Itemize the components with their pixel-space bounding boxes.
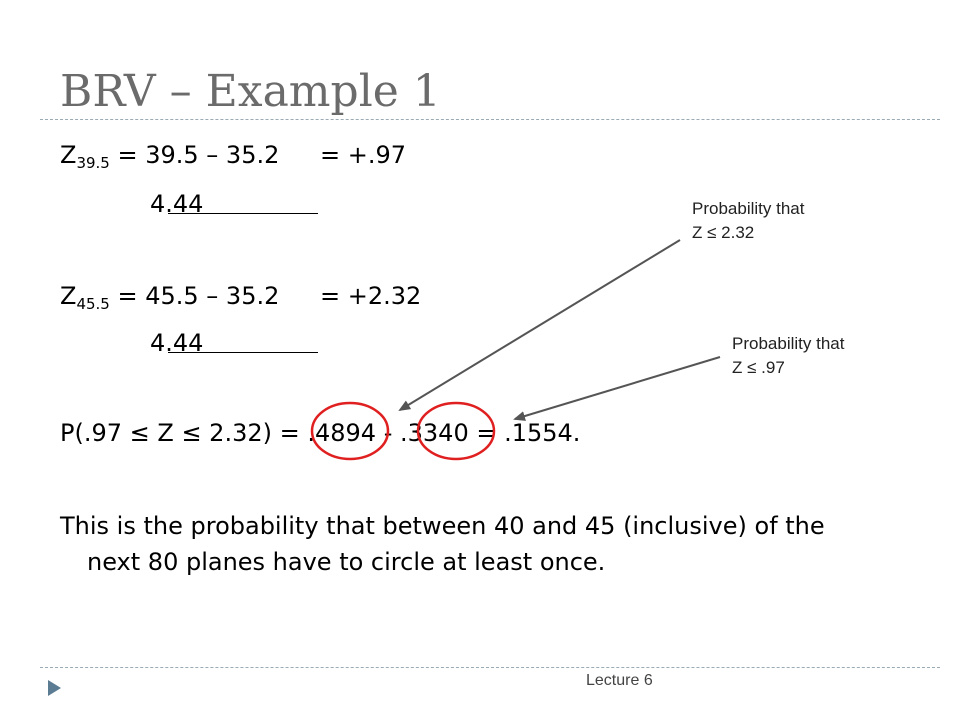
footer-triangle-icon xyxy=(48,680,61,696)
footer-label: Lecture 6 xyxy=(586,672,653,689)
probability-result: = .1554. xyxy=(468,419,581,447)
z-subscript: 39.5 xyxy=(76,154,110,172)
z-score-2-denominator: 4.44 xyxy=(150,329,204,357)
highlight-circle-4894 xyxy=(312,403,388,459)
minus-sign: - xyxy=(376,419,400,447)
annotation-line: Probability that xyxy=(732,334,845,353)
probability-value-a: .4894 xyxy=(307,419,377,447)
annotation-line: Z ≤ .97 xyxy=(732,358,785,377)
bottom-dashed-divider xyxy=(40,667,940,668)
z-symbol: Z xyxy=(60,141,77,169)
highlight-circle-3340 xyxy=(418,403,494,459)
z-score-2-result: = +2.32 xyxy=(320,282,422,310)
annotation-line: Probability that xyxy=(692,199,805,218)
annotation-line: Z ≤ 2.32 xyxy=(692,223,755,242)
z-symbol: Z xyxy=(60,282,77,310)
z-score-1-denominator: 4.44 xyxy=(150,190,204,218)
z-expression: = 45.5 – 35.2 xyxy=(109,282,280,310)
slide-title: BRV – Example 1 xyxy=(60,66,441,117)
z-subscript: 45.5 xyxy=(76,295,110,313)
probability-prefix: P(.97 ≤ Z ≤ 2.32) = xyxy=(60,419,308,447)
z-expression: = 39.5 – 35.2 xyxy=(109,141,280,169)
arrow-to-3340 xyxy=(515,357,720,419)
z-score-1-result: = +.97 xyxy=(320,141,407,169)
conclusion-line-1: This is the probability that between 40 and 45 (inclusive) of the xyxy=(60,512,825,540)
probability-value-b: .3340 xyxy=(400,419,469,447)
conclusion-line-2: next 80 planes have to circle at least once. xyxy=(87,548,606,576)
arrow-to-4894 xyxy=(400,240,680,410)
